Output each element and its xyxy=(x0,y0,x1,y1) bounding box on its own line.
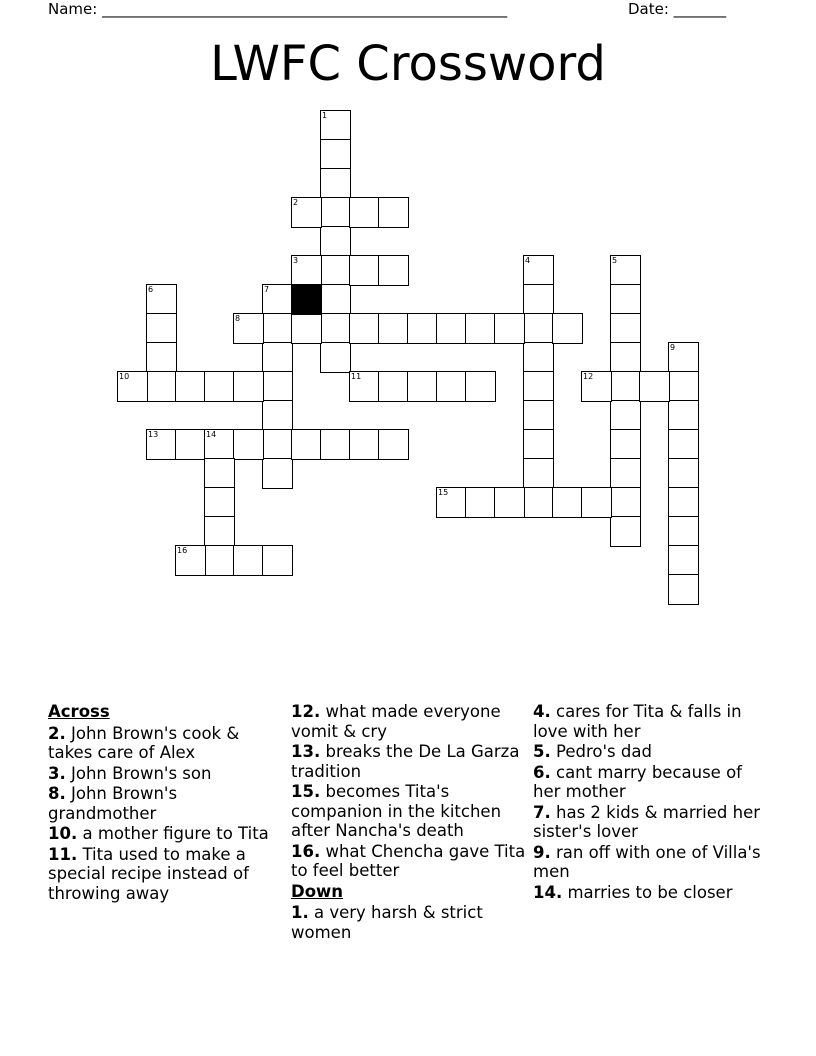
grid-cell[interactable] xyxy=(320,168,351,199)
clue-number: 16 xyxy=(177,546,188,555)
clue-item-number: 14. xyxy=(533,882,563,902)
grid-cell[interactable] xyxy=(610,429,641,460)
clue-item-number: 8. xyxy=(48,784,66,803)
clue-number: 2 xyxy=(293,198,299,207)
grid-cell[interactable] xyxy=(320,255,351,286)
grid-cell[interactable] xyxy=(233,429,264,460)
clue-item xyxy=(291,742,526,781)
grid-cell[interactable] xyxy=(291,429,322,460)
grid-cell[interactable] xyxy=(610,516,641,547)
grid-cell[interactable] xyxy=(523,284,554,315)
clue-item xyxy=(291,842,526,881)
clue-item-number: 10. xyxy=(48,824,78,843)
grid-cell[interactable] xyxy=(204,545,235,576)
grid-cell[interactable] xyxy=(436,371,467,402)
grid-cell[interactable] xyxy=(523,371,554,402)
grid-cell[interactable] xyxy=(378,255,409,286)
clue-item-text: has 2 kids & married her sister's lover xyxy=(533,802,761,841)
page-title: LWFC Crossword xyxy=(210,36,606,92)
clue-item-text: marries to be closer xyxy=(562,882,733,902)
grid-cell[interactable] xyxy=(668,487,699,518)
grid-cell[interactable] xyxy=(320,284,351,315)
clue-item-number: 13. xyxy=(291,742,321,761)
grid-cell[interactable] xyxy=(291,197,322,228)
clue-item-number: 1. xyxy=(291,903,309,922)
clue-item-text: breaks the De La Garza tradition xyxy=(291,742,520,781)
grid-cell[interactable] xyxy=(146,313,177,344)
clue-item-text: Tita used to make a special recipe instead of throwing away xyxy=(48,844,249,903)
grid-cell[interactable] xyxy=(117,371,148,402)
grid-cell[interactable] xyxy=(175,545,206,576)
clue-number: 7 xyxy=(264,285,270,294)
grid-cell[interactable] xyxy=(146,371,177,402)
clue-item xyxy=(48,724,283,763)
grid-cell[interactable] xyxy=(552,487,583,518)
clue-item-text: what Chencha gave Tita to feel better xyxy=(291,841,526,880)
clue-number: 1 xyxy=(322,111,328,120)
grid-cell[interactable] xyxy=(349,313,380,344)
grid-cell[interactable] xyxy=(204,487,235,518)
grid-cell[interactable] xyxy=(349,197,380,228)
grid-cell[interactable] xyxy=(349,255,380,286)
grid-cell[interactable] xyxy=(146,342,177,373)
grid-cell[interactable] xyxy=(610,255,641,286)
clue-item-number: 16. xyxy=(291,841,321,861)
clue-number: 11 xyxy=(351,372,362,381)
grid-cell[interactable] xyxy=(523,313,554,344)
grid-cell[interactable] xyxy=(320,429,351,460)
grid-cell[interactable] xyxy=(581,371,612,402)
grid-cell[interactable] xyxy=(465,371,496,402)
grid-cell[interactable] xyxy=(262,458,293,489)
grid-cell[interactable] xyxy=(523,429,554,460)
clue-number: 8 xyxy=(235,314,241,323)
clue-item-number: 2. xyxy=(48,723,66,743)
clue-number: 6 xyxy=(148,285,154,294)
clue-item-number: 11. xyxy=(48,844,78,864)
clue-item xyxy=(48,845,283,904)
clue-item xyxy=(291,903,526,942)
clue-item-text: Pedro's dad xyxy=(550,742,652,761)
clue-item xyxy=(533,803,768,842)
grid-cell[interactable] xyxy=(494,313,525,344)
grid-cell[interactable] xyxy=(610,342,641,373)
clue-item-number: 4. xyxy=(533,702,551,721)
clue-item xyxy=(533,702,768,741)
clue-number: 5 xyxy=(612,256,618,265)
clue-column-3 xyxy=(533,702,768,903)
grid-cell[interactable] xyxy=(233,371,264,402)
grid-cell[interactable] xyxy=(146,429,177,460)
grid-cell[interactable] xyxy=(523,342,554,373)
clue-item-text: what made everyone vomit & cry xyxy=(291,702,501,741)
clue-number: 15 xyxy=(438,488,449,497)
clue-item xyxy=(291,782,526,841)
grid-cell[interactable] xyxy=(610,487,641,518)
grid-cell[interactable] xyxy=(610,458,641,489)
clue-number: 3 xyxy=(293,256,299,265)
clue-item xyxy=(291,702,526,741)
grid-cell[interactable] xyxy=(233,545,264,576)
grid-cell[interactable] xyxy=(668,429,699,460)
clue-item xyxy=(533,763,768,802)
clue-item xyxy=(48,764,283,784)
grid-cell[interactable] xyxy=(146,284,177,315)
grid-cell[interactable] xyxy=(320,139,351,170)
grid-cell[interactable] xyxy=(262,313,293,344)
grid-cell[interactable] xyxy=(610,313,641,344)
clue-item-text: cant marry because of her mother xyxy=(533,762,742,801)
grid-cell[interactable] xyxy=(262,400,293,431)
name-field-label[interactable]: Name: ______________________________________________________ xyxy=(48,0,508,18)
clue-item xyxy=(48,784,283,823)
grid-cell[interactable] xyxy=(320,313,351,344)
grid-cell[interactable] xyxy=(639,371,670,402)
grid-cell[interactable] xyxy=(407,371,438,402)
clue-item xyxy=(533,883,768,903)
grid-cell[interactable] xyxy=(378,429,409,460)
clue-item-number: 9. xyxy=(533,842,551,862)
clue-item-text: cares for Tita & falls in love with her xyxy=(533,702,742,741)
clue-number: 10 xyxy=(119,372,130,381)
grid-cell[interactable] xyxy=(262,284,293,315)
grid-cell[interactable] xyxy=(436,487,467,518)
grid-cell[interactable] xyxy=(262,371,293,402)
grid-cell[interactable] xyxy=(581,487,612,518)
grid-cell[interactable] xyxy=(204,458,235,489)
clue-item xyxy=(533,742,768,762)
clue-column-2 xyxy=(291,702,526,943)
grid-cell[interactable] xyxy=(668,574,699,605)
clue-number: 12 xyxy=(583,372,594,381)
grid-cell[interactable] xyxy=(436,313,467,344)
grid-cell[interactable] xyxy=(291,313,322,344)
grid-cell[interactable] xyxy=(668,458,699,489)
clue-item-number: 5. xyxy=(533,742,551,761)
clue-number: 14 xyxy=(206,430,217,439)
grid-cell[interactable] xyxy=(378,197,409,228)
date-field-label[interactable]: Date: _______ xyxy=(628,0,727,18)
clue-number: 4 xyxy=(525,256,531,265)
grid-cell[interactable] xyxy=(320,342,351,373)
blocked-cell xyxy=(291,284,322,315)
grid-cell[interactable] xyxy=(175,429,206,460)
clue-item-text: John Brown's grandmother xyxy=(48,784,178,823)
grid-cell[interactable] xyxy=(523,255,554,286)
grid-cell[interactable] xyxy=(320,110,351,141)
grid-cell[interactable] xyxy=(320,226,351,257)
clue-heading-across: Across xyxy=(48,702,110,721)
grid-cell[interactable] xyxy=(262,342,293,373)
clue-item-number: 12. xyxy=(291,702,321,721)
clue-item-number: 7. xyxy=(533,802,551,822)
grid-cell[interactable] xyxy=(610,400,641,431)
clue-item-text: John Brown's cook & takes care of Alex xyxy=(48,723,240,762)
grid-cell[interactable] xyxy=(668,545,699,576)
clue-number: 9 xyxy=(670,343,676,352)
grid-cell[interactable] xyxy=(465,487,496,518)
grid-cell[interactable] xyxy=(494,487,525,518)
clue-item-number: 3. xyxy=(48,763,66,783)
clue-item-text: a very harsh & strict women xyxy=(291,903,483,942)
grid-cell[interactable] xyxy=(465,313,496,344)
grid-cell[interactable] xyxy=(407,313,438,344)
clue-item-text: becomes Tita's companion in the kitchen after Nancha's death xyxy=(291,782,502,840)
grid-cell[interactable] xyxy=(668,342,699,373)
clue-item-text: a mother figure to Tita xyxy=(77,824,269,843)
grid-cell[interactable] xyxy=(378,313,409,344)
grid-cell[interactable] xyxy=(349,429,380,460)
grid-cell[interactable] xyxy=(204,371,235,402)
grid-cell[interactable] xyxy=(349,371,380,402)
grid-cell[interactable] xyxy=(175,371,206,402)
clue-item xyxy=(48,824,283,844)
grid-cell[interactable] xyxy=(523,400,554,431)
clue-item-number: 15. xyxy=(291,782,321,801)
grid-cell[interactable] xyxy=(552,313,583,344)
clue-number: 13 xyxy=(148,430,159,439)
grid-cell[interactable] xyxy=(668,371,699,402)
grid-cell[interactable] xyxy=(262,429,293,460)
grid-cell[interactable] xyxy=(378,371,409,402)
clue-item-text: ran off with one of Villa's men xyxy=(533,842,761,881)
grid-cell[interactable] xyxy=(610,371,641,402)
grid-cell[interactable] xyxy=(204,516,235,547)
grid-cell[interactable] xyxy=(668,400,699,431)
grid-cell[interactable] xyxy=(233,313,264,344)
grid-cell[interactable] xyxy=(523,487,554,518)
grid-cell[interactable] xyxy=(320,197,351,228)
clue-item xyxy=(533,843,768,882)
grid-cell[interactable] xyxy=(262,545,293,576)
clue-heading-down: Down xyxy=(291,881,344,901)
clue-item-number: 6. xyxy=(533,762,551,782)
grid-cell[interactable] xyxy=(610,284,641,315)
grid-cell[interactable] xyxy=(523,458,554,489)
clue-item-text: John Brown's son xyxy=(65,763,212,783)
grid-cell[interactable] xyxy=(204,429,235,460)
grid-cell[interactable] xyxy=(668,516,699,547)
clue-column-1 xyxy=(48,702,283,904)
grid-cell[interactable] xyxy=(291,255,322,286)
